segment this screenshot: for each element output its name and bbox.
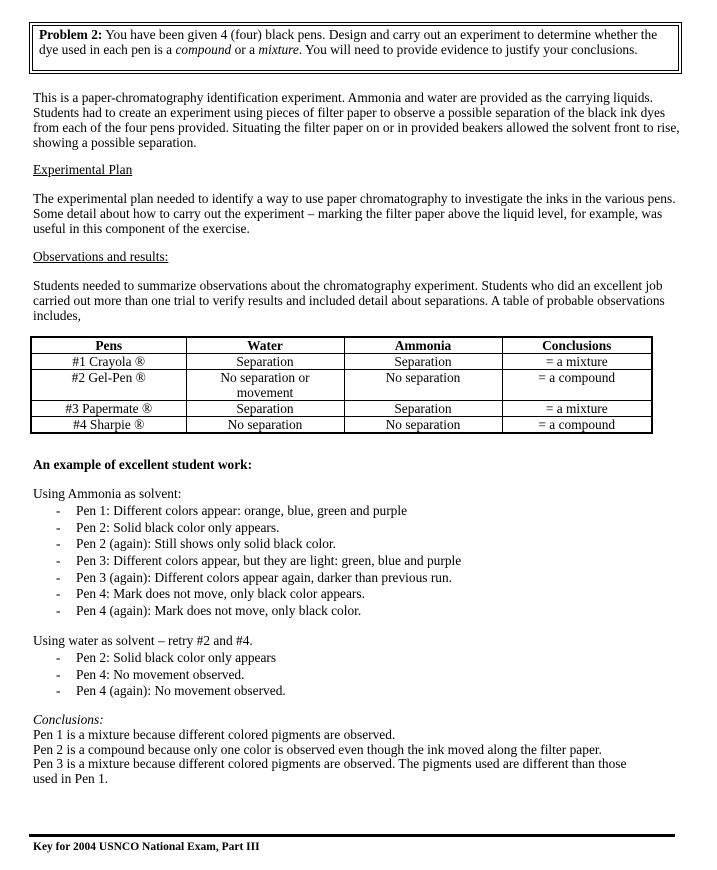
header-ammonia: Ammonia	[344, 337, 502, 354]
header-pens: Pens	[31, 337, 186, 354]
dash-bullet: -	[56, 519, 61, 535]
list-item-text: Pen 2: Solid black color only appears	[76, 650, 277, 665]
footer-divider	[29, 834, 675, 837]
list-item	[33, 683, 683, 700]
dash-bullet: -	[56, 603, 61, 619]
observations-heading: Observations and results:	[33, 249, 169, 264]
dash-bullet: -	[56, 503, 61, 518]
problem-statement-box	[29, 22, 682, 74]
footer-text: Key for 2004 USNCO National Exam, Part III	[33, 841, 260, 853]
list-item	[33, 553, 683, 570]
cell-pen: #3 Papermate ®	[31, 401, 186, 417]
cell-conclusion: = a mixture	[502, 354, 652, 370]
table-row	[31, 417, 652, 434]
cell-pen: #1 Crayola ®	[31, 354, 186, 370]
cell-ammonia: No separation	[344, 370, 502, 401]
observations-table	[30, 336, 653, 434]
dash-bullet: -	[56, 536, 61, 552]
list-item-text: Pen 4 (again): Mark does not move, only black color.	[76, 603, 362, 619]
cell-ammonia: Separation	[344, 401, 502, 417]
list-item	[33, 603, 683, 620]
list-item	[33, 570, 683, 587]
list-item-text: Pen 1: Different colors appear: orange, blue, green and purple	[76, 503, 408, 518]
dash-bullet: -	[56, 666, 61, 682]
cell-conclusion: = a compound	[502, 370, 652, 401]
conclusion-line: Pen 3 is a mixture because different colored pigments are observed. The pigments used are different than those used in Pen 1.	[33, 756, 627, 786]
problem-label: Problem 2:	[39, 27, 103, 42]
problem-term-compound: compound	[175, 41, 232, 57]
dash-bullet: -	[56, 569, 61, 585]
list-item	[33, 586, 683, 603]
conclusions-heading: Conclusions:	[33, 712, 104, 727]
list-item-text: Pen 3 (again): Different colors appear again, darker than previous run.	[76, 569, 453, 585]
table-row	[31, 354, 652, 370]
intro-paragraph: This is a paper-chromatography identification experiment. Ammonia and water are provided as the carrying liquids. Students had to create an experiment using pieces of filter paper to observe a possible separation of the black ink dyes from each of the four pens provided. Situating the filter paper on or in provided beakers allowed the solvent front to rise, showing a possible separation.	[33, 90, 680, 150]
plan-heading: Experimental Plan	[33, 162, 133, 177]
cell-water: Separation	[186, 401, 344, 417]
water-intro: Using water as solvent – retry #2 and #4.	[33, 633, 253, 648]
cell-water: No separation or movement	[186, 370, 344, 401]
list-item	[33, 520, 683, 537]
cell-pen: #4 Sharpie ®	[31, 417, 186, 434]
ammonia-results-list	[33, 503, 683, 620]
problem-text: . You will need to provide evidence to justify your conclusions.	[298, 41, 638, 57]
example-heading: An example of excellent student work:	[33, 457, 253, 472]
dash-bullet: -	[56, 586, 61, 602]
list-item	[33, 536, 683, 553]
list-item	[33, 650, 683, 667]
problem-term-mixture: mixture	[258, 41, 299, 57]
observations-paragraph: Students needed to summarize observations about the chromatography experiment. Students who did an excellent job carried out more than one trial to verify results and included detail about separations. A table of probable observations includes,	[33, 278, 665, 323]
ammonia-intro: Using Ammonia as solvent:	[33, 486, 182, 501]
list-item-text: Pen 4: Mark does not move, only black color appears.	[76, 586, 365, 602]
header-conclusions: Conclusions	[502, 337, 652, 354]
cell-water: Separation	[186, 354, 344, 370]
problem-statement	[39, 28, 672, 57]
cell-conclusion: = a mixture	[502, 401, 652, 417]
cell-water: No separation	[186, 417, 344, 434]
problem-text: You have been given 4 (four) black pens. Design and carry out an experiment to determine whether the dye used in each pen is a	[39, 27, 658, 57]
dash-bullet: -	[56, 553, 61, 569]
problem-text: or a	[231, 41, 259, 57]
list-item-text: Pen 4 (again): No movement observed.	[76, 683, 286, 699]
plan-paragraph: The experimental plan needed to identify a way to use paper chromatography to investigate the inks in the various pens. Some detail about how to carry out the experiment – marking the filter paper above the liquid level, for example, was useful in this component of the exercise.	[33, 191, 676, 236]
dash-bullet: -	[56, 650, 61, 665]
water-results-list	[33, 650, 683, 700]
list-item	[33, 503, 683, 520]
cell-conclusion: = a compound	[502, 417, 652, 434]
cell-ammonia: Separation	[344, 354, 502, 370]
list-item-text: Pen 3: Different colors appear, but they are light: green, blue and purple	[76, 553, 462, 569]
cell-ammonia: No separation	[344, 417, 502, 434]
conclusion-line: Pen 1 is a mixture because different colored pigments are observed.	[33, 727, 396, 742]
observations-table-wrap	[30, 336, 651, 434]
table-header-row	[31, 337, 652, 354]
cell-pen: #2 Gel-Pen ®	[31, 370, 186, 401]
list-item-text: Pen 2: Solid black color only appears.	[76, 519, 280, 535]
dash-bullet: -	[56, 683, 61, 699]
header-water: Water	[186, 337, 344, 354]
list-item-text: Pen 2 (again): Still shows only solid black color.	[76, 536, 336, 552]
list-item-text: Pen 4: No movement observed.	[76, 666, 245, 682]
list-item	[33, 667, 683, 684]
conclusion-line: Pen 2 is a compound because only one color is observed even though the ink moved along the filter paper.	[33, 742, 602, 757]
table-row	[31, 401, 652, 417]
table-row	[31, 370, 652, 401]
